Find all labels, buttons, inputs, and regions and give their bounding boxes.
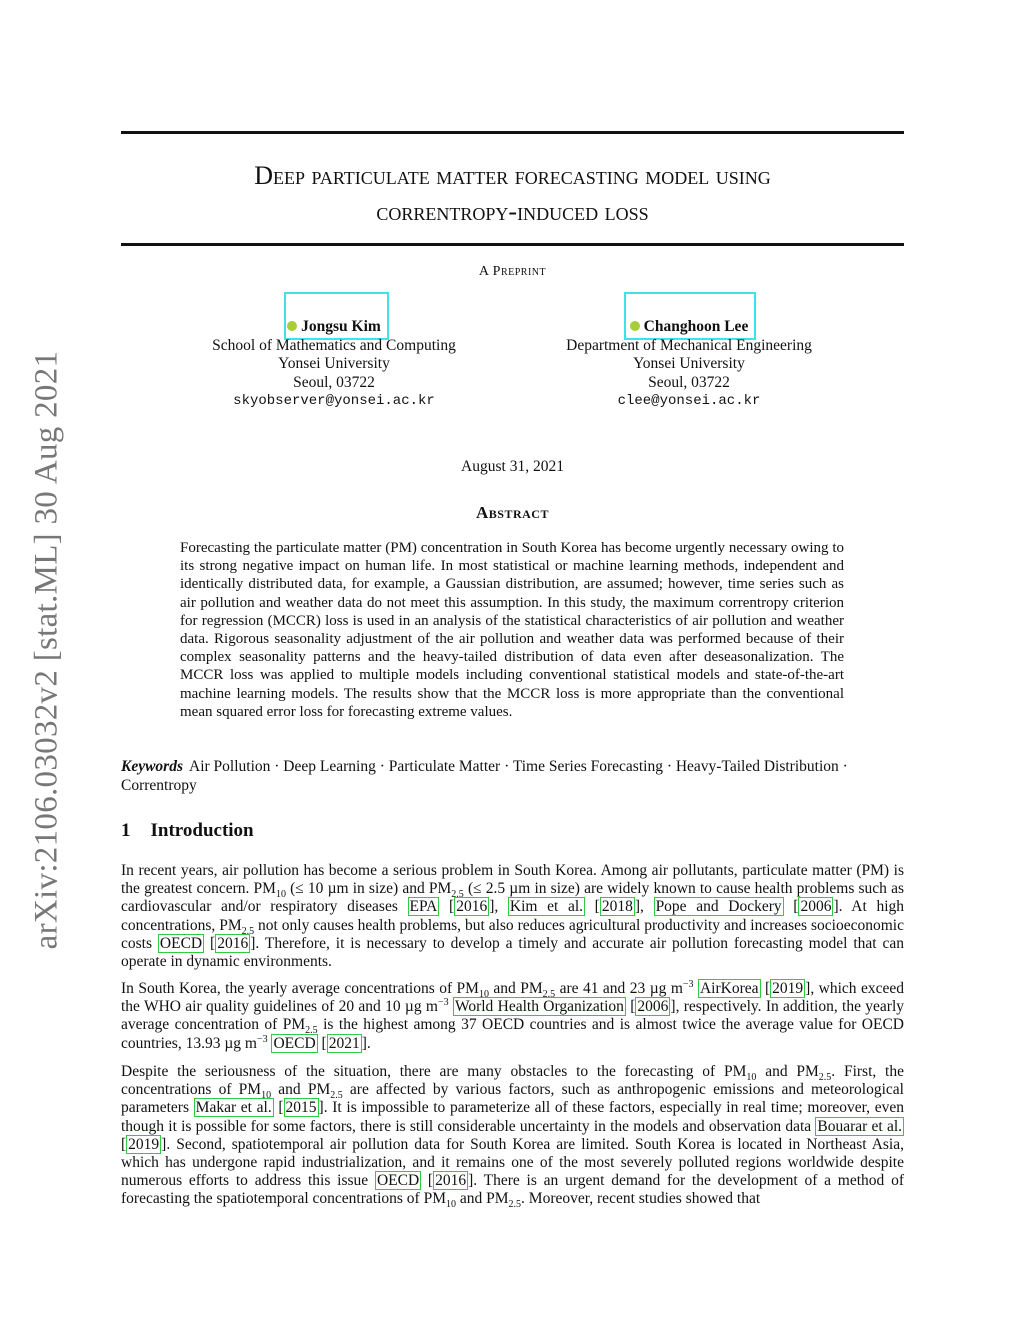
paragraph-1: In recent years, air pollution has become a serious problem in South Korea. Among air pollutants, particulate matter (PM) is the greatest concern. $PM_{10}$ (≤ 10 µm in size) and $PM_{2.5}$ (≤ 2.5 µm in size) are widely known to cause health problems such as cardiovascular and/or respiratory diseases EPA [ 2016 ], Kim et al. [ 2018 ], Pope and Dockery [ 2006 ]. At high concentrations, $PM_{2.5}$ not only causes health problems, but also reduces agricultural productivity and increases socioeconomic costs OECD [ 2016 ]. Therefore, it is necessary to develop a timely and accurate air pollution forecasting model that can operate in dynamic environments. [121, 862, 905, 971]
section-number: 1 [121, 820, 131, 841]
citation-year-link[interactable]: 2016 [435, 1172, 467, 1190]
citation-year-link[interactable]: 2019 [128, 1135, 160, 1153]
section-title: Introduction [150, 820, 254, 841]
author-university: Yonsei University [278, 355, 390, 372]
paragraph-3: Despite the seriousness of the situation, there are many obstacles to the forecasting of $PM_{10}$ and $PM_{2.5}$. First, the concentrations of $PM_{10}$ and $PM_{2.5}$ are affected by various factors, such as anthropogenic emissions and meteorological parameters Makar et al. [ 2015 ]. It is impossible to parameterize all of these factors, especially in real time; moreover, even though it is possible for some factors, there is still considerable uncertainty in the models and observation data Bouarar et al. [ 2019 ]. Second, spatiotemporal air pollution data for South Korea are limited. South Korea is located in Northeast Asia, which has undergone rapid industrialization, and it remains one of the most severely polluted regions worldwide despite numerous efforts to address this issue OECD [ 2016 ]. There is an urgent demand for the development of a method of forecasting the spatiotemporal concentrations of $PM_{10}$ and $PM_{2.5}$. Moreover, recent studies showed that [121, 1063, 904, 1211]
citation-year-link[interactable]: 2016 [456, 898, 488, 916]
arxiv-identifier: arXiv:2106.03032v2 [stat.ML] 30 Aug 2021 [28, 350, 65, 950]
citation-year-link[interactable]: 2018 [601, 898, 633, 916]
author-university: Yonsei University [633, 355, 745, 372]
author-email[interactable]: skyobserver@yonsei.ac.kr [233, 393, 435, 409]
author-email[interactable]: clee@yonsei.ac.kr [617, 393, 761, 409]
abstract-heading: Abstract [476, 503, 549, 522]
author-address: Seoul, 03722 [648, 373, 730, 391]
citation-link[interactable]: EPA [409, 898, 438, 916]
author-block-2 [509, 318, 869, 411]
citation-year-link[interactable]: 2019 [772, 980, 804, 997]
preprint-label: A Preprint [478, 264, 547, 279]
citation-link[interactable]: AirKorea [699, 980, 759, 997]
orcid-icon[interactable] [630, 321, 640, 331]
citation-link[interactable]: OECD [376, 1172, 420, 1190]
citation-year-link[interactable]: 2021 [328, 1034, 360, 1052]
citation-link[interactable]: OECD [159, 934, 203, 952]
author-address: Seoul, 03722 [293, 373, 375, 391]
title-line-2: correntropy-induced loss [376, 197, 649, 226]
keywords-list: Air Pollution · Deep Learning · Particulate Matter · Time Series Forecasting · Heavy-Tailed Distribution · Correntropy [121, 758, 848, 794]
author-department: Department of Mechanical Engineering [566, 336, 812, 354]
citation-link[interactable]: OECD [273, 1034, 316, 1052]
top-rule [121, 131, 904, 134]
citation-year-link[interactable]: 2015 [285, 1099, 317, 1117]
author-name[interactable]: Jongsu Kim [301, 318, 381, 335]
citation-link[interactable]: World Health Organization [454, 998, 624, 1016]
section-heading [121, 820, 254, 842]
citation-year-link[interactable]: 2006 [800, 898, 832, 916]
bottom-rule [121, 243, 904, 246]
citation-link[interactable]: Kim et al. [509, 898, 584, 916]
orcid-icon[interactable] [287, 321, 297, 331]
citation-link[interactable]: Pope and Dockery [655, 898, 782, 916]
citation-link[interactable]: Makar et al. [195, 1099, 272, 1117]
citation-link[interactable]: Bouarar et al. [817, 1117, 903, 1135]
author-name[interactable]: Changhoon Lee [643, 318, 749, 335]
paper-title [121, 158, 904, 230]
abstract-text: Forecasting the particulate matter (PM) concentration in South Korea has become urgently necessary owing to its strong negative impact on human life. In most statistical or machine learning methods, independent and identically distributed data, for example, a Gaussian distribution, are assumed; however, time series such as air pollution and weather data do not meet this assumption. In this study, the maximum correntropy criterion for regression (MCCR) loss is used in an analysis of the statistical characteristics of air pollution and weather data. Rigorous seasonality adjustment of the air pollution and weather data was performed because of their complex seasonality patterns and the heavy-tailed distribution of data even after deseasonalization. The MCCR loss was applied to multiple models including conventional statistical models and state-of-the-art machine learning models. The results show that the MCCR loss is more appropriate than the conventional mean squared error loss for forecasting extreme values. [180, 540, 844, 720]
citation-year-link[interactable]: 2016 [217, 934, 249, 952]
title-line-1: Deep particulate matter forecasting model using [254, 161, 771, 190]
paragraph-2: In South Korea, the yearly average concentrations of $PM_{10}$ and $PM_{2.5}$ are 41 and 23 µg $m^{-3}$ AirKorea [ 2019 ], which exceed the WHO air quality guidelines of 20 and 10 µg $m^{-3}$ World Health Organization [ 2006 ], respectively. In addition, the yearly average concentration of $PM_{2.5}$ is the highest among 37 OECD countries and is almost twice the average value for OECD countries, 13.93 µg $m^{-3}$ OECD [ 2021 ]. [121, 978, 905, 1052]
keywords [121, 758, 904, 795]
publication-date: August 31, 2021 [461, 458, 564, 475]
citation-year-link[interactable]: 2006 [637, 998, 669, 1016]
author-block-1 [154, 318, 514, 411]
author-department: School of Mathematics and Computing [212, 336, 456, 354]
keywords-label: Keywords [121, 758, 183, 775]
